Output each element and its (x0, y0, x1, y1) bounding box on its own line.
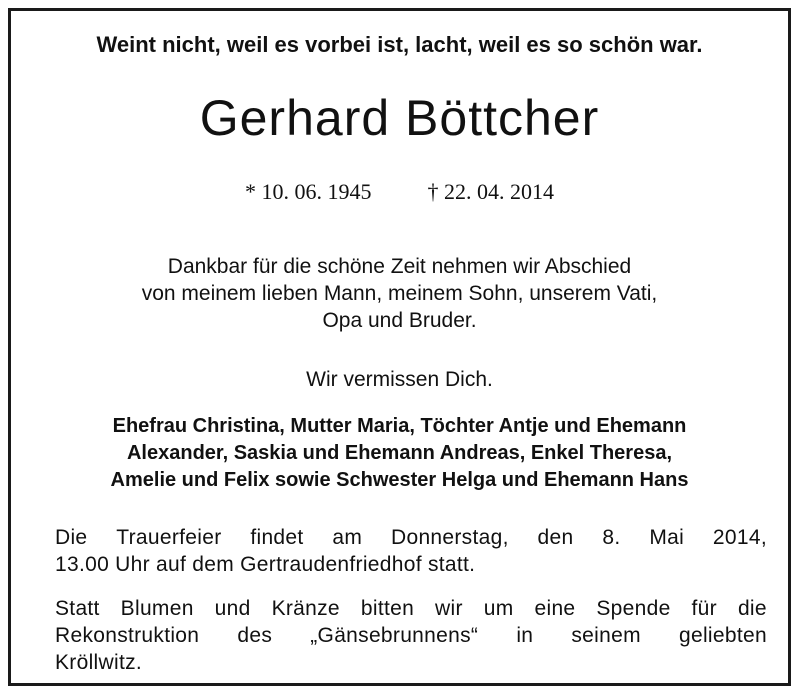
word: für (691, 597, 717, 620)
word: geliebten (678, 624, 767, 647)
mourners-line: Amelie und Felix sowie Schwester Helga und Ehemann Hans (110, 469, 689, 491)
mourners-list (11, 413, 788, 494)
word: Rekonstruktion (55, 624, 200, 647)
donation-line (55, 622, 767, 649)
word: 8. (602, 526, 621, 549)
word: in (516, 624, 534, 647)
word: Trauerfeier (116, 526, 222, 549)
obituary-frame (8, 8, 791, 686)
mourners-line: Alexander, Saskia und Ehemann Andreas, Enkel Theresa, (126, 442, 673, 464)
word: um (483, 597, 514, 620)
farewell-line: von meinem lieben Mann, meinem Sohn, unserem Vati, (141, 282, 658, 305)
farewell-line: Dankbar für die schöne Zeit nehmen wir Abschied (167, 255, 632, 278)
funeral-line (55, 551, 767, 578)
motto: Weint nicht, weil es vorbei ist, lacht, weil es so schön war. (96, 32, 703, 57)
miss-text: Wir vermissen Dich. (306, 368, 493, 391)
deceased-name: Gerhard Böttcher (199, 90, 600, 146)
word: Kröllwitz. (55, 651, 143, 674)
life-dates (11, 179, 788, 205)
word: Die (55, 526, 88, 549)
funeral-notice (55, 524, 767, 578)
word: 2014, (712, 526, 767, 549)
word: Statt (55, 597, 100, 620)
word: am (332, 526, 363, 549)
donation-line (55, 595, 767, 622)
word: bitten (360, 597, 415, 620)
death-date: † 22. 04. 2014 (427, 179, 554, 204)
word: Kränze (271, 597, 340, 620)
word: des (237, 624, 273, 647)
word: eine (534, 597, 576, 620)
word: 13.00 Uhr auf dem Gertraudenfriedhof statt. (55, 553, 476, 576)
farewell-text (11, 253, 788, 334)
word: seinem (571, 624, 641, 647)
word: die (737, 597, 767, 620)
word: findet (250, 526, 304, 549)
word: Mai (649, 526, 685, 549)
word: und (214, 597, 251, 620)
word: den (537, 526, 574, 549)
word: wir (435, 597, 463, 620)
mourners-line: Ehefrau Christina, Mutter Maria, Töchter Antje und Ehemann (112, 415, 687, 437)
word: „Gänsebrunnens“ (310, 624, 479, 647)
funeral-line (55, 524, 767, 551)
word: Donnerstag, (391, 526, 509, 549)
farewell-line: Opa und Bruder. (322, 309, 477, 332)
donation-line (55, 649, 767, 676)
birth-date: * 10. 06. 1945 (245, 179, 372, 204)
donation-notice (55, 595, 767, 676)
word: Spende (596, 597, 671, 620)
word: Blumen (120, 597, 194, 620)
